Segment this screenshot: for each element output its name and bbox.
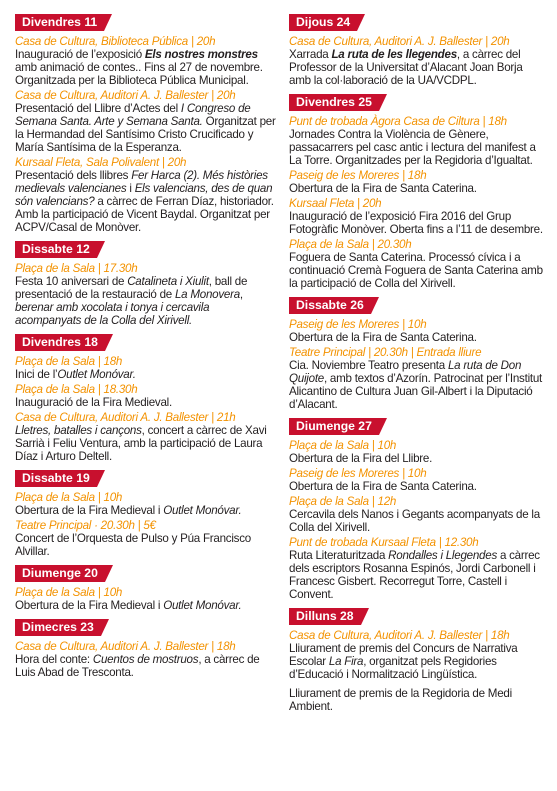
description-segment: , amb textos d’Azorín. Patrocinat per l’Institut Alicantino de Cultura Juan Gil-Albert i la Diputació d’Alacant. — [289, 372, 543, 411]
event — [15, 156, 277, 234]
description-segment: Inauguració de l’exposició — [15, 48, 145, 61]
description-segment: Els nostres monstres — [144, 48, 258, 61]
event — [289, 169, 547, 195]
description-segment: Organitzat per la Hermandad del Santísimo Cristo Crucificado y María Santísima de la Esperanza. — [15, 115, 276, 154]
day-header: Dimecres 23 — [15, 619, 101, 636]
event-description — [289, 687, 547, 713]
event-venue-time: Plaça de la Sala | 18.30h — [15, 383, 138, 396]
event — [15, 519, 277, 558]
event-venue-time: Casa de Cultura, Auditori A. J. Ballester | 18h — [289, 629, 510, 642]
event-description — [289, 331, 547, 344]
event-venue-time: Plaça de la Sala | 10h — [289, 439, 397, 452]
event — [289, 495, 547, 534]
description-segment: i — [126, 182, 135, 195]
event-venue-time: Plaça de la Sala | 12h — [289, 495, 397, 508]
description-segment: Outlet Monóvar. — [163, 504, 242, 517]
event-description — [289, 128, 547, 167]
description-segment: Concert de l’Orquesta de Pulso y Púa Francisco Alvillar. — [15, 532, 251, 558]
day-header: Dissabte 19 — [15, 470, 97, 487]
description-segment: Inauguració de la Fira Medieval. — [15, 396, 172, 409]
event-description — [289, 480, 547, 493]
event-description — [15, 368, 277, 381]
event — [15, 35, 277, 87]
event-description — [15, 275, 277, 327]
event — [289, 197, 547, 236]
description-segment: Jornades Contra la Violència de Gènere, passacarrers pel casc antic i lectura del manifest a La Torre. Organitzades per la Regidoria d’Igualtat. — [289, 128, 536, 167]
description-segment: Catalineta i Xiulit — [127, 275, 209, 288]
event-venue-time: Casa de Cultura, Auditori A. J. Ballester | 18h — [15, 640, 236, 653]
description-segment: , ball de presentació de la restauració de — [15, 275, 248, 301]
event — [289, 346, 547, 411]
description-segment: , concert a càrrec de Xavi Sarrià i Feliu Ventura, amb la participació de Laura Díaz i Arturo Deltell. — [15, 424, 267, 463]
event — [15, 89, 277, 154]
event — [289, 318, 547, 344]
description-segment: Presentació del Llibre d’Actes del — [15, 102, 181, 115]
event-description — [289, 359, 547, 411]
description-segment: Outlet Monóvar. — [57, 368, 136, 381]
description-segment: Cercavila dels Nanos i Gegants acompanyats de la Colla del Xirivell. — [289, 508, 540, 534]
event-description — [289, 642, 547, 681]
description-segment: Fer Harca (2). Més històries medievals valencianes — [15, 169, 268, 195]
description-segment: Obertura de la Fira Medieval i — [15, 599, 164, 612]
description-segment: Foguera de Santa Caterina. Processó cívica i a continuació Cremà Foguera de Santa Caterina amb la participació de Colla del Xirivell. — [289, 251, 543, 290]
event-venue-time: Paseig de les Moreres | 10h — [289, 467, 427, 480]
event-description — [15, 169, 277, 234]
event-venue-time: Paseig de les Moreres | 10h — [289, 318, 427, 331]
day-header: Divendres 11 — [15, 14, 104, 31]
event — [289, 115, 547, 167]
day-header: Divendres 25 — [289, 94, 379, 111]
event-venue-time: Plaça de la Sala | 10h — [15, 491, 123, 504]
event-venue-time: Kursaal Fleta | 20h — [289, 197, 382, 210]
day-header: Diumenge 27 — [289, 418, 379, 435]
description-segment: a càrrec de Ferran Díaz, historiador. Amb la participació de Vicent Baydal. Organitzat per ACPV/Casal de Monòver. — [15, 195, 274, 234]
event — [289, 35, 547, 87]
description-segment: Inauguració de l’exposició Fira 2016 del Grup Fotogràfic Monòver. Oberta fins a l’11 de desembre. — [289, 210, 543, 236]
event-description — [289, 452, 547, 465]
description-segment: Lliurament de premis de la Regidoria de Medi Ambient. — [289, 687, 512, 713]
day-block-divendres-25 — [289, 93, 547, 290]
event-venue-time: Casa de Cultura, Biblioteca Pública | 20h — [15, 35, 216, 48]
event-venue-time: Plaça de la Sala | 20.30h — [289, 238, 412, 251]
event-description — [15, 396, 277, 409]
event — [289, 238, 547, 290]
day-block-diumenge-20 — [15, 564, 277, 612]
description-segment: , — [239, 288, 243, 301]
day-header: Dissabte 26 — [289, 297, 371, 314]
description-segment: La Monovera — [174, 288, 240, 301]
event — [289, 467, 547, 493]
description-segment: Rondalles i Llegendes — [388, 549, 497, 562]
description-segment: La ruta de les llegendes — [331, 48, 457, 61]
event-venue-time: Punt de trobada Àgora Casa de Ciltura | 18h — [289, 115, 507, 128]
description-segment: Ruta Literaturitzada — [289, 549, 389, 562]
day-block-dissabte-19 — [15, 469, 277, 558]
event-description — [15, 48, 277, 87]
event — [289, 629, 547, 713]
event-description — [15, 599, 277, 612]
event-venue-time: Plaça de la Sala | 17.30h — [15, 262, 138, 275]
description-segment: I Congreso de Semana Santa. Arte y Semana Santa. — [15, 102, 251, 128]
description-segment: La ruta de Don Quijote — [289, 359, 522, 385]
event — [15, 355, 277, 381]
event-description — [289, 210, 547, 236]
description-segment: Lliurament de premis del Concurs de Narrativa Escolar — [289, 642, 518, 668]
day-block-dijous-24 — [289, 13, 547, 87]
right-column — [289, 13, 547, 719]
day-header: Divendres 18 — [15, 334, 105, 351]
description-segment: Obertura de la Fira de Santa Caterina. — [289, 480, 477, 493]
day-block-dilluns-28 — [289, 607, 547, 713]
event-venue-time: Kursaal Fleta, Sala Polivalent | 20h — [15, 156, 187, 169]
description-segment: Lletres, batalles i cançons — [15, 424, 142, 437]
description-segment: Cuentos de mostruos — [92, 653, 199, 666]
event-description — [289, 182, 547, 195]
event-venue-time: Teatre Principal | 20.30h | Entrada lliure — [289, 346, 482, 359]
event-description — [15, 653, 277, 679]
event-description — [15, 424, 277, 463]
event-venue-time: Casa de Cultura, Auditori A. J. Ballester | 20h — [15, 89, 236, 102]
description-segment: Inici de l’ — [15, 368, 58, 381]
day-header: Dijous 24 — [289, 14, 357, 31]
event-description — [289, 549, 547, 601]
description-segment: La Fira — [328, 655, 364, 668]
description-segment: Hora del conte: — [15, 653, 93, 666]
day-block-divendres-11 — [15, 13, 277, 234]
event — [15, 383, 277, 409]
event-description — [15, 532, 277, 558]
event-description — [15, 102, 277, 154]
description-segment: Obertura de la Fira de Santa Caterina. — [289, 331, 477, 344]
event-description — [289, 48, 547, 87]
description-segment: Xarrada — [289, 48, 332, 61]
event-venue-time: Punt de trobada Kursaal Fleta | 12.30h — [289, 536, 479, 549]
event — [15, 586, 277, 612]
day-header: Dissabte 12 — [15, 241, 97, 258]
event-description — [289, 251, 547, 290]
event-venue-time: Paseig de les Moreres | 18h — [289, 169, 427, 182]
event — [15, 491, 277, 517]
event — [15, 262, 277, 327]
event-venue-time: Plaça de la Sala | 18h — [15, 355, 123, 368]
description-segment: , a càrrec del Professor de la Universitat d’Alacant Joan Borja amb la col·laboració de la UA/VCDPL. — [289, 48, 523, 87]
description-segment: Obertura de la Fira Medieval i — [15, 504, 164, 517]
day-block-dissabte-12 — [15, 240, 277, 327]
event-description — [289, 508, 547, 534]
day-block-diumenge-27 — [289, 417, 547, 601]
description-segment: a càrrec dels escriptors Rosanna Espinós, Jordi Carbonell i Francesc Gisbert. Recorregut Torre, Castell i Convent. — [289, 549, 540, 601]
event — [289, 536, 547, 601]
event-venue-time: Plaça de la Sala | 10h — [15, 586, 123, 599]
day-header: Dilluns 28 — [289, 608, 361, 625]
description-segment: Festa 10 aniversari de — [15, 275, 128, 288]
event — [15, 640, 277, 679]
event-venue-time: Teatre Principal · 20.30h | 5€ — [15, 519, 156, 532]
description-segment: Presentació dels llibres — [15, 169, 132, 182]
event — [15, 411, 277, 463]
description-segment: Obertura de la Fira del Llibre. — [289, 452, 433, 465]
left-column — [15, 13, 277, 685]
description-segment: berenar amb xocolata i tonya i cercavila acompanyats de la Colla del Xirivell. — [15, 301, 210, 327]
event-venue-time: Casa de Cultura, Auditori A. J. Ballester | 21h — [15, 411, 236, 424]
day-block-dimecres-23 — [15, 618, 277, 679]
day-header: Diumenge 20 — [15, 565, 105, 582]
day-block-dissabte-26 — [289, 296, 547, 411]
description-segment: Outlet Monóvar. — [163, 599, 242, 612]
description-segment: , a càrrec de Luis Abad de Tresconta. — [15, 653, 260, 679]
description-segment: amb animació de contes.. Fins al 27 de novembre. Organitzada per la Biblioteca Pública Municipal. — [15, 61, 263, 87]
event — [289, 439, 547, 465]
description-segment: , organitzat pels Regidories d’Educació i Normalització Lingüística. — [289, 655, 497, 681]
day-block-divendres-18 — [15, 333, 277, 463]
description-segment: Els valencians, des de quan són valencians? — [15, 182, 273, 208]
event-venue-time: Casa de Cultura, Auditori A. J. Ballester | 20h — [289, 35, 510, 48]
description-segment: Obertura de la Fira de Santa Caterina. — [289, 182, 477, 195]
description-segment: Cia. Noviembre Teatro presenta — [289, 359, 448, 372]
event-description — [15, 504, 277, 517]
